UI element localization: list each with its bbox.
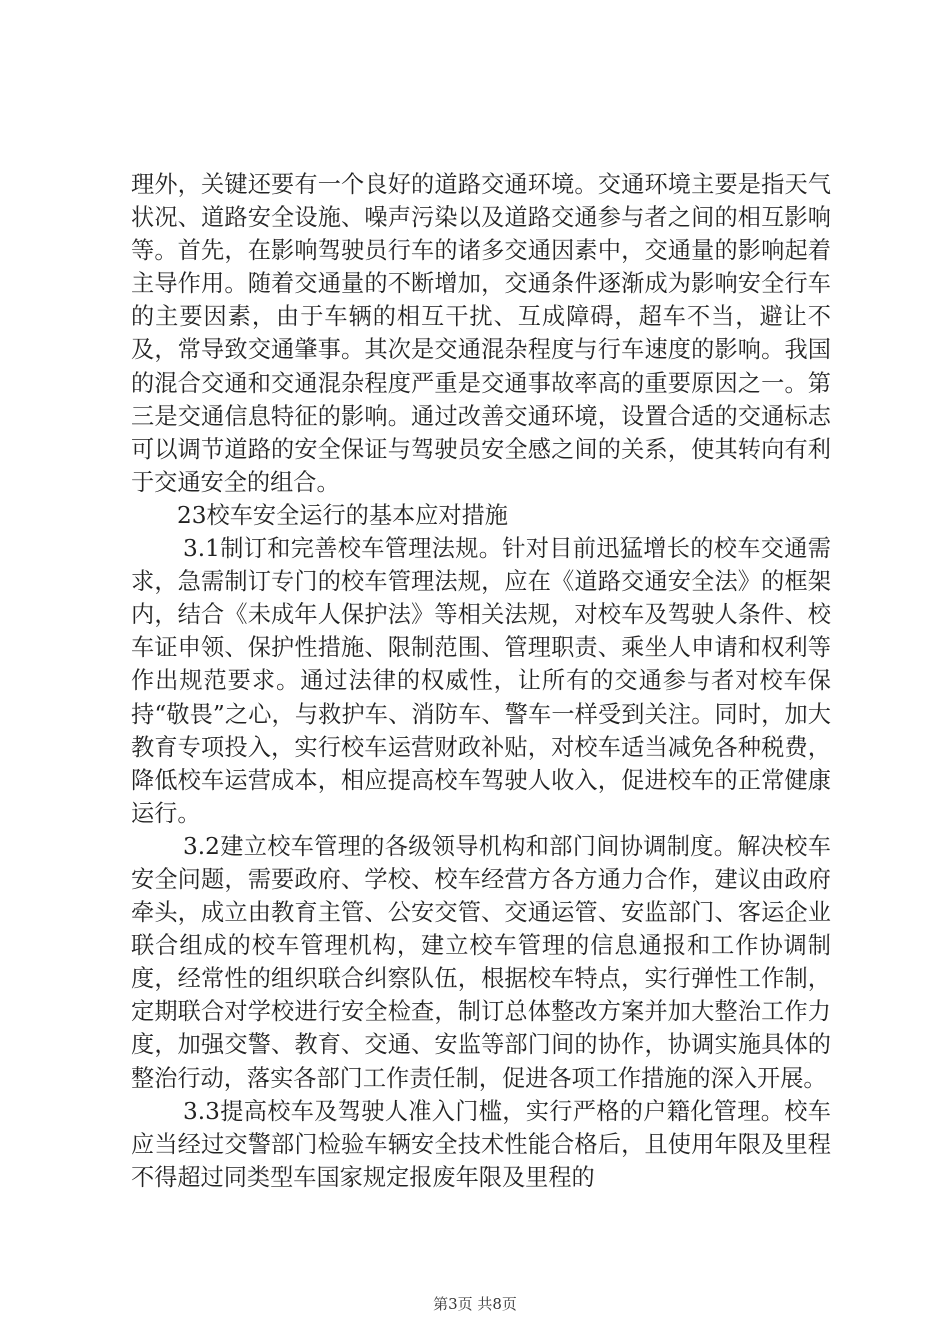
- paragraph-3-1: 3.1制订和完善校车管理法规。针对目前迅猛增长的校车交通需求，急需制订专门的校车管理法规，应在《道路交通安全法》的框架内，结合《未成年人保护法》等相关法规，对校车及驾驶人条件、校车证申领、保护性措施、限制范围、管理职责、乘坐人申请和权利等作出规范要求。通过法律的权威性，让所有的交通参与者对校车保持“敬畏”之心，与救护车、消防车、警车一样受到关注。同时，加大教育专项投入，实行校车运营财政补贴，对校车适当减免各种税费，降低校车运营成本，相应提高校车驾驶人收入，促进校车的正常健康运行。: [131, 535, 831, 827]
- section-heading: 23校车安全运行的基本应对措施: [177, 501, 508, 529]
- page-footer: 第3页 共8页: [433, 1295, 517, 1313]
- paragraph-3-3: 3.3提高校车及驾驶人准入门槛，实行严格的户籍化管理。校车应当经过交警部门检验车辆安全技术性能合格后，且使用年限及里程不得超过同类型车国家规定报废年限及里程的: [131, 1097, 831, 1191]
- paragraph-continuation: 理外，关键还要有一个良好的道路交通环境。交通环境主要是指天气状况、道路安全设施、噪声污染以及道路交通参与者之间的相互影响等。首先，在影响驾驶员行车的诸多交通因素中，交通量的影响起着主导作用。随着交通量的不断增加，交通条件逐渐成为影响安全行车的主要因素，由于车辆的相互干扰、互成障碍，超车不当，避让不及，常导致交通肇事。其次是交通混杂程度与行车速度的影响。我国的混合交通和交通混杂程度严重是交通事故率高的重要原因之一。第三是交通信息特征的影响。通过改善交通环境，设置合适的交通标志可以调节道路的安全保证与驾驶员安全感之间的关系，使其转向有利于交通安全的组合。: [131, 171, 831, 496]
- paragraph-3-2: 3.2建立校车管理的各级领导机构和部门间协调制度。解决校车安全问题，需要政府、学校、校车经营方各方通力合作，建议由政府牵头，成立由教育主管、公安交管、交通运管、安监部门、客运企业联合组成的校车管理机构，建立校车管理的信息通报和工作协调制度，经常性的组织联合纠察队伍，根据校车特点，实行弹性工作制，定期联合对学校进行安全检查，制订总体整改方案并加大整治工作力度，加强交警、教育、交通、安监等部门间的协作，协调实施具体的整治行动，落实各部门工作责任制，促进各项工作措施的深入开展。: [131, 832, 831, 1092]
- document-body: [131, 168, 831, 1194]
